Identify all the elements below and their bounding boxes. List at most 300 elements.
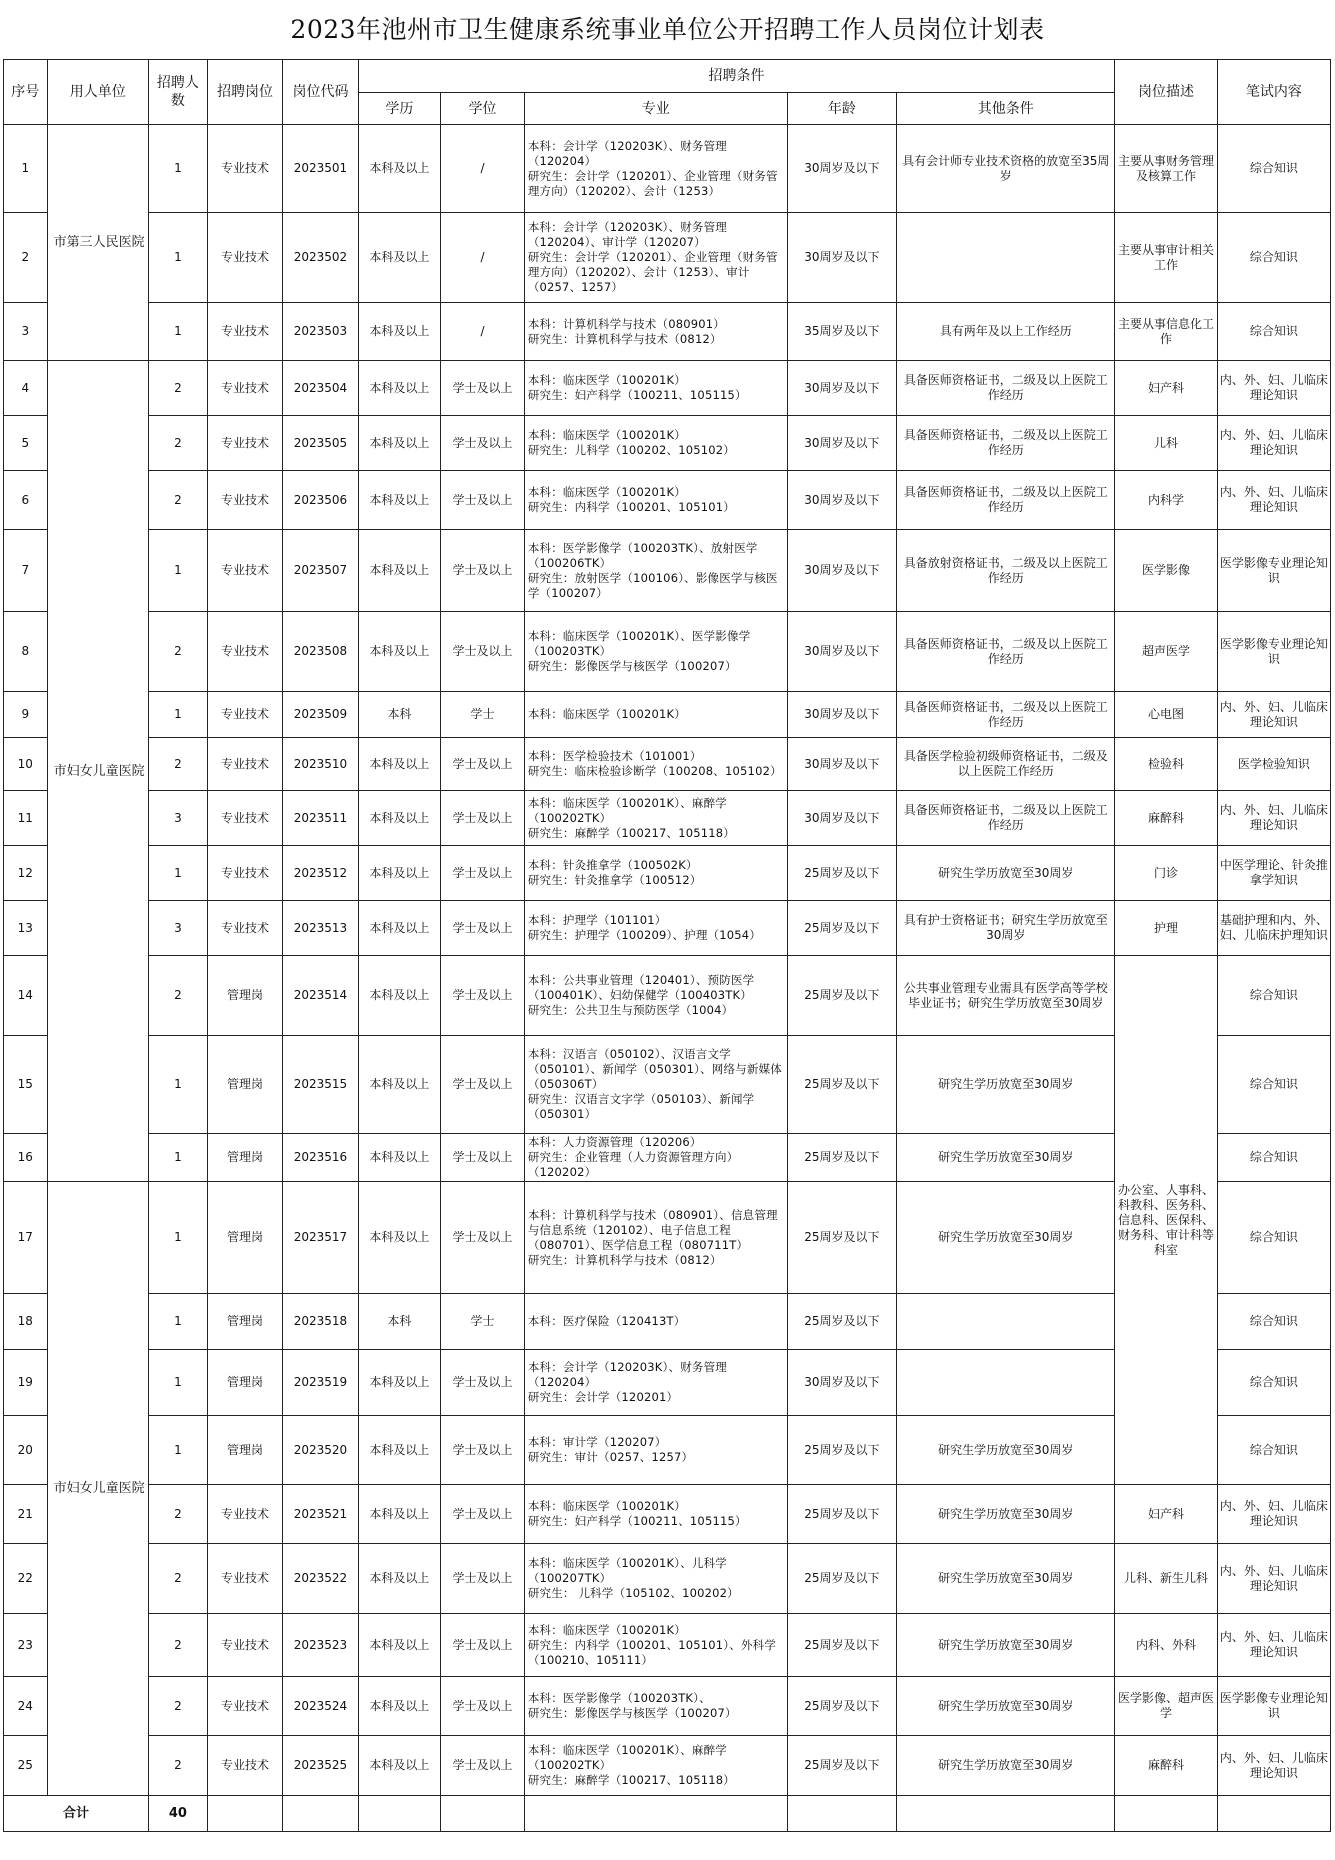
- other-cell: 公共事业管理专业需具有医学高等学校毕业证书；研究生学历放宽至30周岁: [897, 956, 1115, 1036]
- seq-cell: 12: [4, 846, 48, 901]
- seq-cell: 10: [4, 738, 48, 791]
- education-cell: 本科及以上: [358, 846, 440, 901]
- code-cell: 2023518: [283, 1294, 358, 1350]
- table-row: [4, 1614, 1331, 1677]
- age-cell: 25周岁及以下: [787, 956, 897, 1036]
- empty-cell: [897, 1796, 1115, 1832]
- degree-cell: /: [441, 213, 525, 303]
- table-row: [4, 956, 1331, 1036]
- table-row: [4, 416, 1331, 471]
- exam-cell: 综合知识: [1217, 303, 1330, 361]
- exam-cell: 综合知识: [1217, 1416, 1330, 1485]
- code-cell: 2023507: [283, 530, 358, 612]
- education-cell: 本科及以上: [358, 901, 440, 956]
- total-label: 合计: [4, 1796, 149, 1832]
- seq-cell: 24: [4, 1677, 48, 1736]
- other-cell: [897, 1350, 1115, 1416]
- seq-cell: 17: [4, 1182, 48, 1294]
- exam-cell: 医学影像专业理论知识: [1217, 1677, 1330, 1736]
- seq-cell: 11: [4, 791, 48, 846]
- exam-cell: 内、外、妇、儿临床理论知识: [1217, 361, 1330, 416]
- desc-cell: 医学影像: [1115, 530, 1218, 612]
- table-row: [4, 1544, 1331, 1614]
- exam-cell: 综合知识: [1217, 125, 1330, 213]
- degree-cell: 学士及以上: [441, 361, 525, 416]
- other-cell: 具有会计师专业技术资格的放宽至35周岁: [897, 125, 1115, 213]
- total-row: [4, 1796, 1331, 1832]
- degree-cell: 学士及以上: [441, 1182, 525, 1294]
- post-cell: 专业技术: [207, 213, 282, 303]
- post-cell: 专业技术: [207, 1677, 282, 1736]
- seq-cell: 6: [4, 471, 48, 530]
- header-unit: 用人单位: [47, 60, 148, 125]
- degree-cell: 学士及以上: [441, 1677, 525, 1736]
- education-cell: 本科及以上: [358, 1736, 440, 1796]
- seq-cell: 7: [4, 530, 48, 612]
- header-exam: 笔试内容: [1217, 60, 1330, 125]
- table-row: [4, 213, 1331, 303]
- desc-cell: 检验科: [1115, 738, 1218, 791]
- desc-cell: 内科学: [1115, 471, 1218, 530]
- code-cell: 2023512: [283, 846, 358, 901]
- desc-cell: 心电图: [1115, 692, 1218, 738]
- code-cell: 2023515: [283, 1036, 358, 1134]
- degree-cell: 学士及以上: [441, 1416, 525, 1485]
- major-cell: 本科：医学影像学（100203TK）、放射医学（100206TK） 研究生：放射医学（100106）、影像医学与核医学（100207）: [524, 530, 787, 612]
- other-cell: 研究生学历放宽至30周岁: [897, 1614, 1115, 1677]
- major-cell: 本科：会计学（120203K）、财务管理（120204） 研究生：会计学（120201）、企业管理（财务管理方向）（120202）、会计（1253）: [524, 125, 787, 213]
- code-cell: 2023509: [283, 692, 358, 738]
- header-education: 学历: [358, 93, 440, 125]
- table-row: [4, 303, 1331, 361]
- post-cell: 专业技术: [207, 1485, 282, 1544]
- count-cell: 1: [148, 213, 207, 303]
- major-cell: 本科：临床医学（100201K） 研究生：妇产科学（100211、105115）: [524, 361, 787, 416]
- unit-cell: 市妇女儿童医院: [47, 361, 148, 1182]
- age-cell: 25周岁及以下: [787, 846, 897, 901]
- count-cell: 2: [148, 1677, 207, 1736]
- exam-cell: 内、外、妇、儿临床理论知识: [1217, 1736, 1330, 1796]
- post-cell: 专业技术: [207, 1736, 282, 1796]
- desc-cell: 儿科: [1115, 416, 1218, 471]
- exam-cell: 综合知识: [1217, 1036, 1330, 1134]
- count-cell: 2: [148, 612, 207, 692]
- empty-cell: [358, 1796, 440, 1832]
- other-cell: 研究生学历放宽至30周岁: [897, 1182, 1115, 1294]
- major-cell: 本科：临床医学（100201K）、麻醉学（100202TK） 研究生：麻醉学（100217、105118）: [524, 1736, 787, 1796]
- age-cell: 35周岁及以下: [787, 303, 897, 361]
- degree-cell: 学士及以上: [441, 530, 525, 612]
- code-cell: 2023510: [283, 738, 358, 791]
- post-cell: 专业技术: [207, 361, 282, 416]
- major-cell: 本科：护理学（101101） 研究生：护理学（100209）、护理（1054）: [524, 901, 787, 956]
- degree-cell: 学士及以上: [441, 791, 525, 846]
- exam-cell: 内、外、妇、儿临床理论知识: [1217, 471, 1330, 530]
- education-cell: 本科及以上: [358, 956, 440, 1036]
- exam-cell: 中医学理论、针灸推拿学知识: [1217, 846, 1330, 901]
- count-cell: 2: [148, 1736, 207, 1796]
- other-cell: 研究生学历放宽至30周岁: [897, 1036, 1115, 1134]
- major-cell: 本科：汉语言（050102）、汉语言文学（050101）、新闻学（050301）、网络与新媒体（050306T） 研究生：汉语言文字学（050103）、新闻学（050301）: [524, 1036, 787, 1134]
- seq-cell: 3: [4, 303, 48, 361]
- degree-cell: 学士及以上: [441, 1485, 525, 1544]
- major-cell: 本科：医学检验技术（101001） 研究生：临床检验诊断学（100208、105102）: [524, 738, 787, 791]
- desc-cell: 医学影像、超声医学: [1115, 1677, 1218, 1736]
- seq-cell: 1: [4, 125, 48, 213]
- age-cell: 30周岁及以下: [787, 471, 897, 530]
- age-cell: 25周岁及以下: [787, 1614, 897, 1677]
- education-cell: 本科及以上: [358, 791, 440, 846]
- table-row: [4, 1736, 1331, 1796]
- degree-cell: 学士及以上: [441, 416, 525, 471]
- table-row: [4, 361, 1331, 416]
- education-cell: 本科及以上: [358, 416, 440, 471]
- other-cell: 具备医师资格证书，二级及以上医院工作经历: [897, 361, 1115, 416]
- post-cell: 专业技术: [207, 1614, 282, 1677]
- count-cell: 2: [148, 1614, 207, 1677]
- post-cell: 管理岗: [207, 1294, 282, 1350]
- count-cell: 2: [148, 416, 207, 471]
- empty-cell: [441, 1796, 525, 1832]
- code-cell: 2023514: [283, 956, 358, 1036]
- post-cell: 专业技术: [207, 846, 282, 901]
- code-cell: 2023522: [283, 1544, 358, 1614]
- post-cell: 专业技术: [207, 692, 282, 738]
- other-cell: 具备医师资格证书，二级及以上医院工作经历: [897, 612, 1115, 692]
- age-cell: 25周岁及以下: [787, 901, 897, 956]
- code-cell: 2023516: [283, 1134, 358, 1182]
- desc-cell: 儿科、新生儿科: [1115, 1544, 1218, 1614]
- recruitment-plan-table: [3, 59, 1331, 1832]
- count-cell: 1: [148, 1036, 207, 1134]
- other-cell: 具备医师资格证书，二级及以上医院工作经历: [897, 791, 1115, 846]
- header-post: 招聘岗位: [207, 60, 282, 125]
- table-row: [4, 1677, 1331, 1736]
- code-cell: 2023513: [283, 901, 358, 956]
- degree-cell: 学士及以上: [441, 901, 525, 956]
- exam-cell: 内、外、妇、儿临床理论知识: [1217, 692, 1330, 738]
- post-cell: 管理岗: [207, 1350, 282, 1416]
- seq-cell: 4: [4, 361, 48, 416]
- post-cell: 专业技术: [207, 612, 282, 692]
- seq-cell: 8: [4, 612, 48, 692]
- empty-cell: [787, 1796, 897, 1832]
- major-cell: 本科：计算机科学与技术（080901） 研究生：计算机科学与技术（0812）: [524, 303, 787, 361]
- education-cell: 本科: [358, 692, 440, 738]
- other-cell: 具备医学检验初级师资格证书，二级及以上医院工作经历: [897, 738, 1115, 791]
- header-age: 年龄: [787, 93, 897, 125]
- post-cell: 专业技术: [207, 1544, 282, 1614]
- major-cell: 本科：会计学（120203K）、财务管理（120204） 研究生：会计学（120201）: [524, 1350, 787, 1416]
- age-cell: 30周岁及以下: [787, 738, 897, 791]
- count-cell: 2: [148, 956, 207, 1036]
- education-cell: 本科及以上: [358, 471, 440, 530]
- degree-cell: /: [441, 125, 525, 213]
- other-cell: 研究生学历放宽至30周岁: [897, 1485, 1115, 1544]
- code-cell: 2023517: [283, 1182, 358, 1294]
- count-cell: 3: [148, 791, 207, 846]
- major-cell: 本科：医疗保险（120413T）: [524, 1294, 787, 1350]
- exam-cell: 综合知识: [1217, 1350, 1330, 1416]
- major-cell: 本科：临床医学（100201K） 研究生：儿科学（100202、105102）: [524, 416, 787, 471]
- other-cell: 研究生学历放宽至30周岁: [897, 1736, 1115, 1796]
- degree-cell: 学士: [441, 692, 525, 738]
- post-cell: 专业技术: [207, 738, 282, 791]
- code-cell: 2023511: [283, 791, 358, 846]
- header-other: 其他条件: [897, 93, 1115, 125]
- empty-cell: [207, 1796, 282, 1832]
- count-cell: 1: [148, 692, 207, 738]
- major-cell: 本科：临床医学（100201K）: [524, 692, 787, 738]
- major-cell: 本科：公共事业管理（120401）、预防医学（100401K）、妇幼保健学（100403TK） 研究生：公共卫生与预防医学（1004）: [524, 956, 787, 1036]
- other-cell: 具有两年及以上工作经历: [897, 303, 1115, 361]
- seq-cell: 23: [4, 1614, 48, 1677]
- age-cell: 25周岁及以下: [787, 1544, 897, 1614]
- other-cell: 具备医师资格证书，二级及以上医院工作经历: [897, 471, 1115, 530]
- exam-cell: 内、外、妇、儿临床理论知识: [1217, 1485, 1330, 1544]
- age-cell: 25周岁及以下: [787, 1677, 897, 1736]
- degree-cell: 学士及以上: [441, 1736, 525, 1796]
- desc-cell: 办公室、人事科、科教科、医务科、信息科、医保科、财务科、审计科等科室: [1115, 956, 1218, 1485]
- desc-cell: 麻醉科: [1115, 1736, 1218, 1796]
- code-cell: 2023520: [283, 1416, 358, 1485]
- age-cell: 30周岁及以下: [787, 125, 897, 213]
- header-major: 专业: [524, 93, 787, 125]
- age-cell: 25周岁及以下: [787, 1736, 897, 1796]
- seq-cell: 20: [4, 1416, 48, 1485]
- exam-cell: 内、外、妇、儿临床理论知识: [1217, 416, 1330, 471]
- age-cell: 30周岁及以下: [787, 692, 897, 738]
- header-degree: 学位: [441, 93, 525, 125]
- exam-cell: 综合知识: [1217, 1134, 1330, 1182]
- degree-cell: 学士及以上: [441, 1614, 525, 1677]
- other-cell: 研究生学历放宽至30周岁: [897, 1677, 1115, 1736]
- age-cell: 30周岁及以下: [787, 1350, 897, 1416]
- exam-cell: 医学检验知识: [1217, 738, 1330, 791]
- exam-cell: 综合知识: [1217, 1294, 1330, 1350]
- other-cell: 研究生学历放宽至30周岁: [897, 1416, 1115, 1485]
- age-cell: 25周岁及以下: [787, 1485, 897, 1544]
- degree-cell: 学士: [441, 1294, 525, 1350]
- exam-cell: 医学影像专业理论知识: [1217, 530, 1330, 612]
- degree-cell: 学士及以上: [441, 738, 525, 791]
- age-cell: 25周岁及以下: [787, 1416, 897, 1485]
- major-cell: 本科：临床医学（100201K） 研究生：妇产科学（100211、105115）: [524, 1485, 787, 1544]
- code-cell: 2023508: [283, 612, 358, 692]
- degree-cell: /: [441, 303, 525, 361]
- empty-cell: [1115, 1796, 1218, 1832]
- education-cell: 本科及以上: [358, 1350, 440, 1416]
- other-cell: 具有护士资格证书；研究生学历放宽至30周岁: [897, 901, 1115, 956]
- count-cell: 1: [148, 846, 207, 901]
- desc-cell: 门诊: [1115, 846, 1218, 901]
- other-cell: [897, 213, 1115, 303]
- count-cell: 2: [148, 1544, 207, 1614]
- education-cell: 本科及以上: [358, 1036, 440, 1134]
- desc-cell: 内科、外科: [1115, 1614, 1218, 1677]
- page-title: 2023年池州市卫生健康系统事业单位公开招聘工作人员岗位计划表: [290, 15, 1045, 44]
- header-desc: 岗位描述: [1115, 60, 1218, 125]
- count-cell: 1: [148, 1182, 207, 1294]
- seq-cell: 5: [4, 416, 48, 471]
- table-row: [4, 471, 1331, 530]
- major-cell: 本科：临床医学（100201K） 研究生：内科学（100201、105101）、外科学（100210、105111）: [524, 1614, 787, 1677]
- education-cell: 本科: [358, 1294, 440, 1350]
- desc-cell: 妇产科: [1115, 1485, 1218, 1544]
- seq-cell: 16: [4, 1134, 48, 1182]
- education-cell: 本科及以上: [358, 1182, 440, 1294]
- major-cell: 本科：会计学（120203K）、财务管理（120204）、审计学（120207） 研究生：会计学（120201）、企业管理（财务管理方向）（120202）、会计（1253）、审计（0257、1257）: [524, 213, 787, 303]
- major-cell: 本科：审计学（120207） 研究生：审计（0257、1257）: [524, 1416, 787, 1485]
- exam-cell: 医学影像专业理论知识: [1217, 612, 1330, 692]
- major-cell: 本科：计算机科学与技术（080901）、信息管理与信息系统（120102）、电子信息工程（080701）、医学信息工程（080711T） 研究生：计算机科学与技术（0812）: [524, 1182, 787, 1294]
- age-cell: 30周岁及以下: [787, 213, 897, 303]
- exam-cell: 综合知识: [1217, 1182, 1330, 1294]
- seq-cell: 25: [4, 1736, 48, 1796]
- code-cell: 2023523: [283, 1614, 358, 1677]
- major-cell: 本科：人力资源管理（120206） 研究生：企业管理（人力资源管理方向）（120202）: [524, 1134, 787, 1182]
- seq-cell: 2: [4, 213, 48, 303]
- age-cell: 25周岁及以下: [787, 1182, 897, 1294]
- major-cell: 本科：临床医学（100201K）、医学影像学（100203TK） 研究生：影像医学与核医学（100207）: [524, 612, 787, 692]
- count-cell: 1: [148, 1416, 207, 1485]
- count-cell: 1: [148, 1350, 207, 1416]
- header-conditions: 招聘条件: [358, 60, 1115, 93]
- degree-cell: 学士及以上: [441, 1350, 525, 1416]
- code-cell: 2023525: [283, 1736, 358, 1796]
- count-cell: 1: [148, 303, 207, 361]
- code-cell: 2023506: [283, 471, 358, 530]
- age-cell: 30周岁及以下: [787, 416, 897, 471]
- major-cell: 本科：临床医学（100201K）、麻醉学（100202TK） 研究生：麻醉学（100217、105118）: [524, 791, 787, 846]
- count-cell: 2: [148, 361, 207, 416]
- degree-cell: 学士及以上: [441, 846, 525, 901]
- count-cell: 2: [148, 471, 207, 530]
- code-cell: 2023502: [283, 213, 358, 303]
- seq-cell: 19: [4, 1350, 48, 1416]
- degree-cell: 学士及以上: [441, 1036, 525, 1134]
- other-cell: [897, 1294, 1115, 1350]
- desc-cell: 主要从事信息化工作: [1115, 303, 1218, 361]
- other-cell: 具备医师资格证书，二级及以上医院工作经历: [897, 692, 1115, 738]
- major-cell: 本科：医学影像学（100203TK）、 研究生：影像医学与核医学（100207）: [524, 1677, 787, 1736]
- education-cell: 本科及以上: [358, 1485, 440, 1544]
- education-cell: 本科及以上: [358, 361, 440, 416]
- header-code: 岗位代码: [283, 60, 358, 125]
- education-cell: 本科及以上: [358, 303, 440, 361]
- exam-cell: 内、外、妇、儿临床理论知识: [1217, 791, 1330, 846]
- count-cell: 1: [148, 530, 207, 612]
- education-cell: 本科及以上: [358, 1677, 440, 1736]
- desc-cell: 超声医学: [1115, 612, 1218, 692]
- empty-cell: [524, 1796, 787, 1832]
- table-row: [4, 791, 1331, 846]
- age-cell: 30周岁及以下: [787, 361, 897, 416]
- education-cell: 本科及以上: [358, 213, 440, 303]
- table-row: [4, 125, 1331, 213]
- seq-cell: 22: [4, 1544, 48, 1614]
- seq-cell: 14: [4, 956, 48, 1036]
- desc-cell: 妇产科: [1115, 361, 1218, 416]
- desc-cell: 主要从事财务管理及核算工作: [1115, 125, 1218, 213]
- table-row: [4, 692, 1331, 738]
- post-cell: 管理岗: [207, 1416, 282, 1485]
- count-cell: 2: [148, 738, 207, 791]
- desc-cell: 护理: [1115, 901, 1218, 956]
- table-row: [4, 901, 1331, 956]
- code-cell: 2023521: [283, 1485, 358, 1544]
- header-row-1: [4, 60, 1331, 93]
- seq-cell: 15: [4, 1036, 48, 1134]
- education-cell: 本科及以上: [358, 612, 440, 692]
- seq-cell: 9: [4, 692, 48, 738]
- unit-cell: 市第三人民医院: [47, 125, 148, 361]
- other-cell: 研究生学历放宽至30周岁: [897, 1134, 1115, 1182]
- education-cell: 本科及以上: [358, 1544, 440, 1614]
- table-row: [4, 846, 1331, 901]
- post-cell: 专业技术: [207, 303, 282, 361]
- degree-cell: 学士及以上: [441, 1134, 525, 1182]
- count-cell: 1: [148, 125, 207, 213]
- table-row: [4, 1485, 1331, 1544]
- education-cell: 本科及以上: [358, 738, 440, 791]
- empty-cell: [1217, 1796, 1330, 1832]
- exam-cell: 综合知识: [1217, 956, 1330, 1036]
- count-cell: 1: [148, 1294, 207, 1350]
- age-cell: 30周岁及以下: [787, 530, 897, 612]
- post-cell: 管理岗: [207, 956, 282, 1036]
- other-cell: 研究生学历放宽至30周岁: [897, 1544, 1115, 1614]
- post-cell: 专业技术: [207, 125, 282, 213]
- other-cell: 具备医师资格证书，二级及以上医院工作经历: [897, 416, 1115, 471]
- education-cell: 本科及以上: [358, 1614, 440, 1677]
- major-cell: 本科：针灸推拿学（100502K） 研究生：针灸推拿学（100512）: [524, 846, 787, 901]
- exam-cell: 基础护理和内、外、妇、儿临床护理知识: [1217, 901, 1330, 956]
- age-cell: 25周岁及以下: [787, 1134, 897, 1182]
- empty-cell: [283, 1796, 358, 1832]
- degree-cell: 学士及以上: [441, 471, 525, 530]
- major-cell: 本科：临床医学（100201K） 研究生：内科学（100201、105101）: [524, 471, 787, 530]
- degree-cell: 学士及以上: [441, 1544, 525, 1614]
- header-count: 招聘人数: [148, 60, 207, 125]
- post-cell: 专业技术: [207, 471, 282, 530]
- table-row: [4, 738, 1331, 791]
- education-cell: 本科及以上: [358, 530, 440, 612]
- header-seq: 序号: [4, 60, 48, 125]
- post-cell: 管理岗: [207, 1182, 282, 1294]
- other-cell: 具备放射资格证书，二级及以上医院工作经历: [897, 530, 1115, 612]
- age-cell: 30周岁及以下: [787, 612, 897, 692]
- seq-cell: 21: [4, 1485, 48, 1544]
- post-cell: 管理岗: [207, 1036, 282, 1134]
- exam-cell: 综合知识: [1217, 213, 1330, 303]
- post-cell: 专业技术: [207, 416, 282, 471]
- seq-cell: 18: [4, 1294, 48, 1350]
- post-cell: 专业技术: [207, 530, 282, 612]
- other-cell: 研究生学历放宽至30周岁: [897, 846, 1115, 901]
- code-cell: 2023503: [283, 303, 358, 361]
- education-cell: 本科及以上: [358, 1416, 440, 1485]
- post-cell: 专业技术: [207, 791, 282, 846]
- code-cell: 2023519: [283, 1350, 358, 1416]
- desc-cell: 麻醉科: [1115, 791, 1218, 846]
- seq-cell: 13: [4, 901, 48, 956]
- code-cell: 2023504: [283, 361, 358, 416]
- exam-cell: 内、外、妇、儿临床理论知识: [1217, 1614, 1330, 1677]
- degree-cell: 学士及以上: [441, 956, 525, 1036]
- major-cell: 本科：临床医学（100201K）、儿科学（100207TK） 研究生： 儿科学（105102、100202）: [524, 1544, 787, 1614]
- degree-cell: 学士及以上: [441, 612, 525, 692]
